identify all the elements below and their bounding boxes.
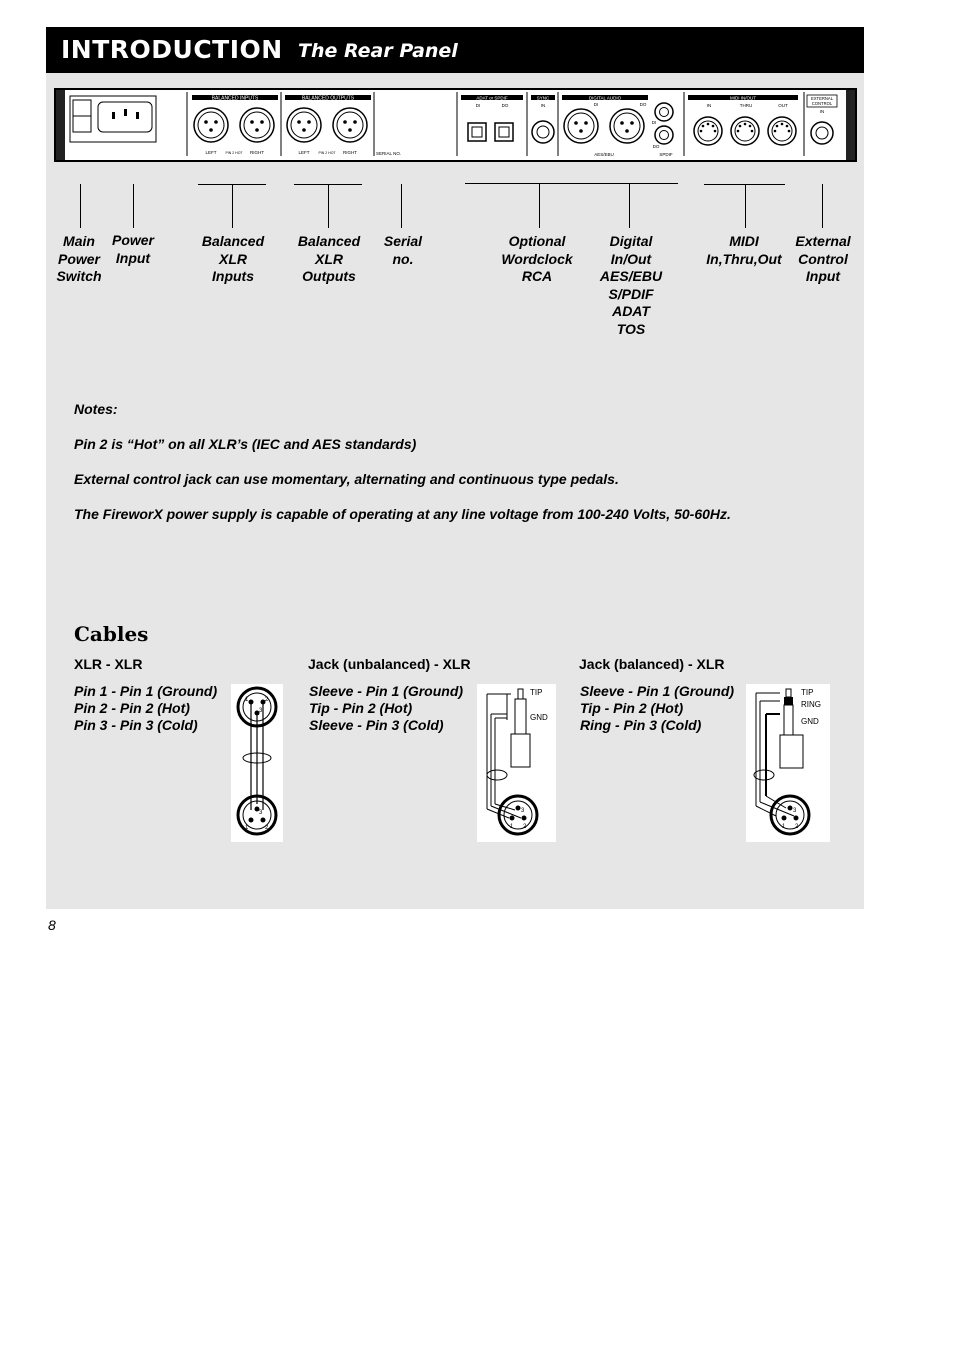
- callout-midi: MIDI In,Thru,Out: [706, 233, 782, 267]
- gnd-label: GND: [801, 717, 819, 726]
- pins-jack-unbalanced: [309, 683, 463, 734]
- pin-1-label: 1: [245, 825, 249, 831]
- callout-serial-no: Serial no.: [383, 233, 423, 267]
- callout-balanced-outputs: Balanced XLR Outputs: [297, 233, 361, 284]
- leader-midi: [745, 184, 746, 228]
- pins-jack-balanced: [580, 683, 734, 734]
- sync-label: SYNC: [536, 95, 550, 101]
- callout-main-power-switch: Main Power Switch: [56, 233, 102, 284]
- balanced-outputs-label: BALANCED OUTPUTS: [301, 95, 355, 102]
- cable-title-jack-balanced: Jack (balanced) - XLR: [579, 656, 725, 672]
- wordclock-rca-icon: [532, 121, 554, 143]
- tip-label: TIP: [530, 688, 543, 697]
- external-label-2: CONTROL: [811, 101, 833, 106]
- digital-do-label: DO: [639, 102, 647, 107]
- ring-label: RING: [801, 700, 821, 709]
- midi-out-label: OUT: [778, 103, 788, 108]
- left-rack-ear: [56, 90, 65, 160]
- leader-power-input: [133, 184, 134, 228]
- page-number: 8: [48, 917, 56, 933]
- digital-audio-label: DIGITAL AUDIO: [588, 95, 622, 101]
- jack-unbalanced-diagram: [477, 684, 556, 842]
- xlr-input-left-icon: [194, 108, 228, 142]
- balanced-inputs-label: BALANCED INPUTS: [211, 95, 259, 102]
- midi-thru-label: THRU: [739, 103, 753, 108]
- sync-in-label: IN: [540, 103, 546, 108]
- input-pin2hot-label: PIN 2 HOT: [225, 151, 243, 155]
- pin-line: Tip - Pin 2 (Hot): [309, 700, 413, 716]
- jack-balanced-diagram: [746, 684, 830, 842]
- digital-di-label: DI: [593, 102, 599, 107]
- spdif-do-label: DO: [652, 144, 660, 149]
- optical-di-label: DI: [475, 103, 481, 108]
- pin-3-label: 3: [259, 810, 263, 816]
- note-item: The FireworX power supply is capable of operating at any line voltage from 100-240 Volts, 50-60Hz.: [74, 506, 731, 522]
- spdif-in-rca-icon: [655, 103, 673, 121]
- pin-line: Ring - Pin 3 (Cold): [580, 717, 702, 733]
- adat-spdif-label: ADAT or SPDIF: [476, 95, 508, 101]
- leader-power-switch: [80, 184, 81, 228]
- pin-1-label: 1: [510, 824, 514, 830]
- leader-inputs: [232, 184, 233, 228]
- pin-2-label: 2: [265, 697, 269, 703]
- toslink-out-icon: [495, 123, 513, 141]
- leader-wordclock: [539, 184, 540, 228]
- gnd-label: GND: [530, 713, 548, 722]
- pin-line: Sleeve - Pin 3 (Cold): [309, 717, 444, 733]
- pin-2-label: 2: [795, 824, 799, 830]
- midi-out-din-icon: [768, 117, 796, 145]
- pin-1-label: 1: [245, 697, 249, 703]
- xlr-output-left-icon: [287, 108, 321, 142]
- input-left-label: LEFT: [205, 150, 217, 155]
- midi-in-din-icon: [694, 117, 722, 145]
- pin-line: Pin 1 - Pin 1 (Ground): [74, 683, 218, 699]
- midi-in-label: IN: [706, 103, 712, 108]
- callout-digital-in-out: Digital In/Out AES/EBU S/PDIF ADAT TOS: [599, 233, 663, 337]
- leader-outputs: [328, 184, 329, 228]
- pin-line: Sleeve - Pin 1 (Ground): [309, 683, 464, 699]
- output-right-label: RIGHT: [343, 150, 357, 155]
- pin-2-label: 2: [523, 824, 527, 830]
- tip-label: TIP: [801, 688, 814, 697]
- pins-xlr-xlr: [74, 683, 217, 734]
- optical-do-label: DO: [501, 103, 509, 108]
- pin-3-label: 3: [259, 708, 263, 714]
- spdif-out-rca-icon: [655, 126, 673, 144]
- serial-no-label: SERIAL NO.: [376, 151, 402, 156]
- cables-title: Cables: [74, 622, 149, 646]
- callout-balanced-inputs: Balanced XLR Inputs: [201, 233, 265, 284]
- aes-ebu-label: AES/EBU: [594, 152, 614, 157]
- header-title: INTRODUCTION: [61, 35, 283, 64]
- pin-line: Sleeve - Pin 1 (Ground): [580, 683, 735, 699]
- midi-thru-din-icon: [731, 117, 759, 145]
- xlr-input-right-icon: [240, 108, 274, 142]
- leader-serial: [401, 184, 402, 228]
- callout-power-input: Power Input: [111, 232, 154, 266]
- spdif-di-label: DI: [651, 120, 657, 125]
- pin-line: Pin 2 - Pin 2 (Hot): [74, 700, 190, 716]
- pin-3-label: 3: [793, 808, 797, 814]
- iec-inlet-icon: [98, 102, 152, 132]
- aes-in-xlr-icon: [564, 109, 598, 143]
- callout-optional-wordclock: Optional Wordclock RCA: [501, 233, 573, 284]
- note-item: Pin 2 is “Hot” on all XLR’s (IEC and AES standards): [74, 436, 417, 452]
- pin-2-label: 2: [265, 825, 269, 831]
- input-right-label: RIGHT: [250, 150, 264, 155]
- cable-title-xlr-xlr: XLR - XLR: [74, 656, 143, 672]
- rear-panel-illustration: [54, 88, 857, 162]
- midi-label: MIDI IN/OUT: [730, 95, 756, 101]
- pin-1-label: 1: [782, 824, 786, 830]
- page-header: [46, 27, 864, 73]
- leader-digital: [629, 184, 630, 228]
- external-label-1: EXTERNAL: [810, 96, 834, 101]
- xlr-xlr-diagram: [231, 684, 283, 842]
- leader-digital-bar: [465, 183, 678, 184]
- cable-title-jack-unbalanced: Jack (unbalanced) - XLR: [308, 656, 471, 672]
- pin-3-label: 3: [521, 808, 525, 814]
- output-left-label: LEFT: [298, 150, 310, 155]
- toslink-in-icon: [468, 123, 486, 141]
- pedal-jack-icon: [811, 122, 833, 144]
- callout-external-control: External Control Input: [795, 233, 851, 284]
- note-item: External control jack can use momentary, alternating and continuous type pedals.: [74, 471, 619, 487]
- right-rack-ear: [846, 90, 855, 160]
- aes-out-xlr-icon: [610, 109, 644, 143]
- xlr-output-right-icon: [333, 108, 367, 142]
- leader-external: [822, 184, 823, 228]
- output-pin2hot-label: PIN 2 HOT: [318, 151, 336, 155]
- header-subtitle: The Rear Panel: [298, 40, 458, 62]
- external-in-label: IN: [819, 109, 825, 114]
- pin-line: Pin 3 - Pin 3 (Cold): [74, 717, 198, 733]
- pin-line: Tip - Pin 2 (Hot): [580, 700, 684, 716]
- notes-heading: Notes:: [74, 401, 118, 417]
- rear-panel-drawing: [56, 90, 855, 160]
- spdif-label: SPDIF: [659, 152, 673, 157]
